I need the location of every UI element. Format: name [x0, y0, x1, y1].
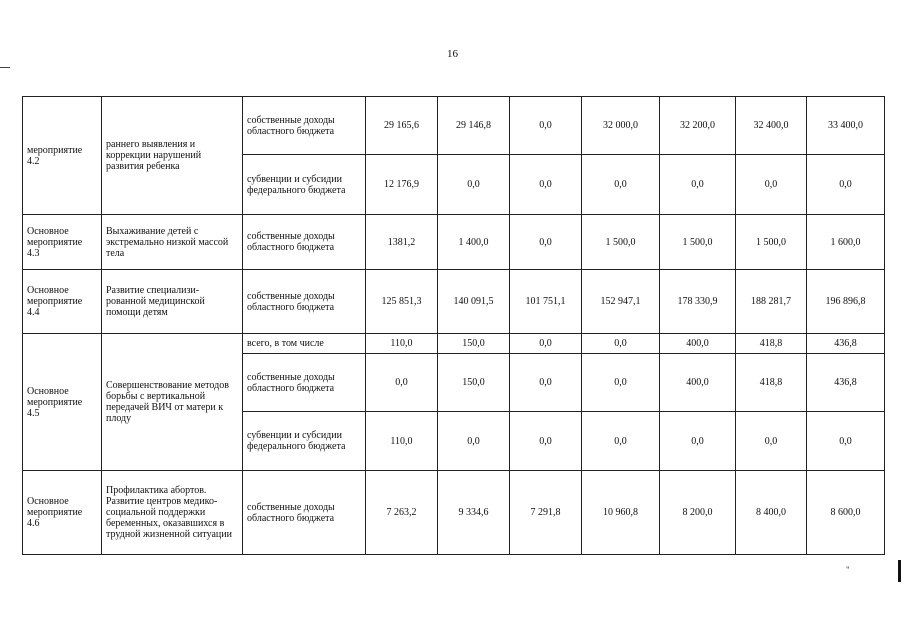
value-cell: 152 947,1: [582, 270, 660, 334]
activity-description: Развитие специализи-рованной медицинской помощи детям: [102, 270, 243, 334]
value-cell: 32 000,0: [582, 97, 660, 155]
value-cell: 7 263,2: [366, 471, 438, 555]
value-cell: 0,0: [736, 412, 807, 471]
value-cell: 1 500,0: [582, 215, 660, 270]
table-row: [23, 270, 885, 334]
value-cell: 32 200,0: [660, 97, 736, 155]
page-number: 16: [447, 48, 458, 60]
value-cell: 418,8: [736, 334, 807, 354]
funding-source: собственные доходы областного бюджета: [243, 215, 366, 270]
value-cell: 0,0: [510, 334, 582, 354]
value-cell: 400,0: [660, 334, 736, 354]
table-row: [23, 215, 885, 270]
value-cell: 400,0: [660, 354, 736, 412]
value-cell: 0,0: [510, 215, 582, 270]
value-cell: 1381,2: [366, 215, 438, 270]
value-cell: 8 600,0: [807, 471, 885, 555]
funding-source: собственные доходы областного бюджета: [243, 270, 366, 334]
scan-edge-mark: [0, 67, 10, 68]
value-cell: 0,0: [510, 97, 582, 155]
funding-source: всего, в том числе: [243, 334, 366, 354]
value-cell: 101 751,1: [510, 270, 582, 334]
budget-table: [22, 96, 885, 555]
funding-source: собственные доходы областного бюджета: [243, 97, 366, 155]
value-cell: 0,0: [582, 354, 660, 412]
value-cell: 150,0: [438, 334, 510, 354]
activity-description: раннего выявления и коррекции нарушений развития ребенка: [102, 97, 243, 215]
value-cell: 33 400,0: [807, 97, 885, 155]
activity-description: Совершенствование методов борьбы с вертикальной передачей ВИЧ от матери к плоду: [102, 334, 243, 471]
value-cell: 436,8: [807, 334, 885, 354]
value-cell: 7 291,8: [510, 471, 582, 555]
value-cell: 0,0: [807, 412, 885, 471]
value-cell: 0,0: [510, 354, 582, 412]
value-cell: 140 091,5: [438, 270, 510, 334]
value-cell: 1 600,0: [807, 215, 885, 270]
table-row: [23, 471, 885, 555]
value-cell: 29 146,8: [438, 97, 510, 155]
value-cell: 8 200,0: [660, 471, 736, 555]
value-cell: 436,8: [807, 354, 885, 412]
value-cell: 0,0: [582, 334, 660, 354]
value-cell: 0,0: [366, 354, 438, 412]
value-cell: 0,0: [660, 412, 736, 471]
value-cell: 150,0: [438, 354, 510, 412]
value-cell: 418,8: [736, 354, 807, 412]
value-cell: 0,0: [510, 412, 582, 471]
funding-source: субвенции и субсидии федерального бюджета: [243, 155, 366, 215]
value-cell: 1 500,0: [660, 215, 736, 270]
value-cell: 110,0: [366, 334, 438, 354]
value-cell: 12 176,9: [366, 155, 438, 215]
value-cell: 0,0: [660, 155, 736, 215]
activity-code: Основное мероприятие 4.3: [23, 215, 102, 270]
activity-code: Основное мероприятие 4.4: [23, 270, 102, 334]
activity-description: Выхаживание детей с экстремально низкой массой тела: [102, 215, 243, 270]
value-cell: 8 400,0: [736, 471, 807, 555]
activity-code: Основное мероприятие 4.5: [23, 334, 102, 471]
value-cell: 10 960,8: [582, 471, 660, 555]
value-cell: 0,0: [438, 155, 510, 215]
value-cell: 0,0: [807, 155, 885, 215]
table-row: [23, 97, 885, 155]
value-cell: 1 500,0: [736, 215, 807, 270]
funding-source: субвенции и субсидии федерального бюджета: [243, 412, 366, 471]
value-cell: 0,0: [438, 412, 510, 471]
value-cell: 32 400,0: [736, 97, 807, 155]
activity-description: Профилактика абортов. Развитие центров медико-социальной поддержки беременных, оказавшихся в трудной жизненной ситуации: [102, 471, 243, 555]
value-cell: 188 281,7: [736, 270, 807, 334]
activity-code: мероприятие 4.2: [23, 97, 102, 215]
funding-source: собственные доходы областного бюджета: [243, 471, 366, 555]
value-cell: 0,0: [582, 155, 660, 215]
scan-artifact-mark: ": [846, 565, 850, 575]
value-cell: 0,0: [510, 155, 582, 215]
value-cell: 196 896,8: [807, 270, 885, 334]
value-cell: 110,0: [366, 412, 438, 471]
value-cell: 0,0: [582, 412, 660, 471]
value-cell: 125 851,3: [366, 270, 438, 334]
value-cell: 29 165,6: [366, 97, 438, 155]
value-cell: 9 334,6: [438, 471, 510, 555]
value-cell: 0,0: [736, 155, 807, 215]
value-cell: 178 330,9: [660, 270, 736, 334]
scan-edge-bar: [898, 560, 901, 582]
funding-source: собственные доходы областного бюджета: [243, 354, 366, 412]
table-row: [23, 334, 885, 354]
value-cell: 1 400,0: [438, 215, 510, 270]
activity-code: Основное мероприятие 4.6: [23, 471, 102, 555]
